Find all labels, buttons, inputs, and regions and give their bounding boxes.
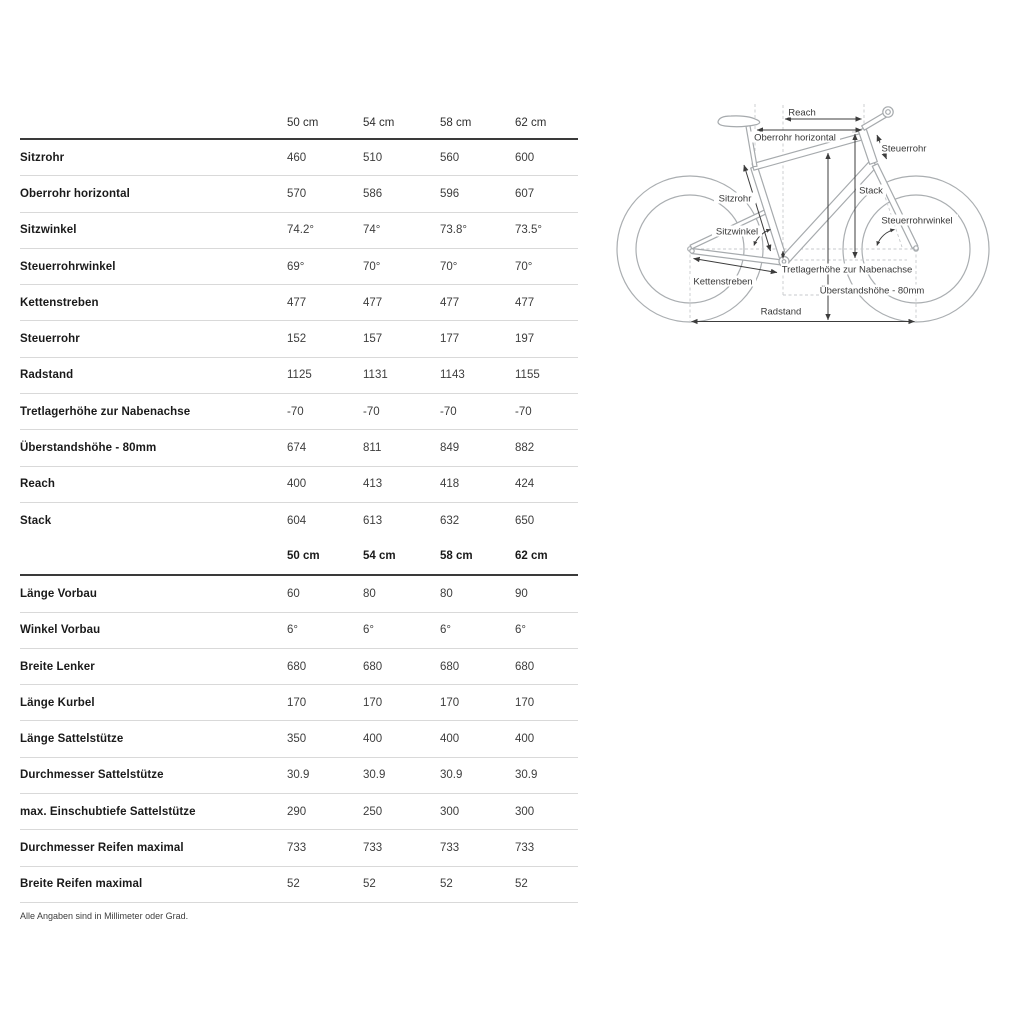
row-value: 70° [363, 260, 381, 273]
row-value: 607 [515, 187, 535, 200]
down-tube [781, 160, 878, 264]
row-value: 300 [440, 805, 460, 818]
row-value: 30.9 [287, 769, 310, 782]
size-column-header: 58 cm [440, 550, 473, 563]
row-value: 250 [363, 805, 383, 818]
diagram-label-oberrohr: Oberrohr horizontal [754, 132, 836, 144]
row-value: 674 [287, 442, 307, 455]
table-row [20, 503, 578, 538]
row-value: 1143 [440, 369, 465, 382]
row-value: 477 [440, 296, 460, 309]
chainstay [692, 249, 783, 266]
size-column-header: 50 cm [287, 116, 319, 129]
row-value: 6° [440, 624, 451, 637]
row-label: Überstandshöhe - 80mm [20, 442, 157, 455]
row-value: 680 [440, 660, 460, 673]
row-value: 30.9 [363, 769, 386, 782]
diagram-label-ueberstandshoehe: Überstandshöhe - 80mm [819, 285, 925, 297]
row-label: Länge Kurbel [20, 696, 95, 709]
row-value: 460 [287, 151, 307, 164]
row-value: 477 [363, 296, 383, 309]
steuerrohrwinkel-arc [877, 230, 895, 246]
table-row [20, 176, 578, 212]
row-value: 197 [515, 333, 535, 346]
row-value: 74° [363, 224, 381, 237]
row-value: 30.9 [515, 769, 538, 782]
row-value: 1155 [515, 369, 540, 382]
row-label: Sitzrohr [20, 151, 65, 164]
row-value: 52 [440, 878, 453, 891]
row-value: -70 [363, 405, 380, 418]
table-row [20, 721, 578, 757]
row-value: 560 [440, 151, 460, 164]
row-label: Sitzwinkel [20, 224, 77, 237]
row-value: 733 [363, 841, 383, 854]
table-row [20, 613, 578, 649]
row-value: -70 [440, 405, 457, 418]
row-label: Länge Vorbau [20, 587, 98, 600]
geometry-tables [20, 107, 578, 921]
table-row [20, 830, 578, 866]
table-row [20, 685, 578, 721]
row-label: Steuerrohr [20, 333, 80, 346]
row-value: 350 [287, 733, 307, 746]
row-label: Winkel Vorbau [20, 624, 101, 637]
table-row [20, 140, 578, 176]
row-value: 52 [287, 878, 300, 891]
table-row [20, 285, 578, 321]
row-value: 413 [363, 478, 383, 491]
row-label: Kettenstreben [20, 296, 99, 309]
table-row [20, 467, 578, 503]
head-tube [858, 128, 877, 165]
units-footnote: Alle Angaben sind in Millimeter oder Grad. [20, 910, 189, 921]
size-column-header: 58 cm [440, 116, 472, 129]
row-value: 52 [515, 878, 528, 891]
row-label: Tretlagerhöhe zur Nabenachse [20, 405, 191, 418]
table-row [20, 394, 578, 430]
row-value: 596 [440, 187, 460, 200]
table-row [20, 576, 578, 612]
row-value: 6° [363, 624, 374, 637]
row-value: -70 [287, 405, 304, 418]
row-value: 882 [515, 442, 535, 455]
front-dropout [914, 246, 918, 250]
size-column-header: 62 cm [515, 550, 548, 563]
size-column-header: 50 cm [287, 550, 320, 563]
row-value: 90 [515, 587, 528, 600]
row-value: 733 [515, 841, 535, 854]
row-label: Breite Reifen maximal [20, 878, 143, 891]
diagram-label-stack: Stack [859, 185, 883, 197]
row-value: 157 [363, 333, 383, 346]
row-value: 733 [287, 841, 307, 854]
rear-dropout [690, 249, 694, 253]
row-value: 1125 [287, 369, 312, 382]
table-row [20, 649, 578, 685]
row-value: 570 [287, 187, 307, 200]
row-label: Länge Sattelstütze [20, 733, 124, 746]
row-value: 170 [363, 696, 383, 709]
row-value: 1131 [363, 369, 388, 382]
row-value: 600 [515, 151, 535, 164]
row-value: 6° [515, 624, 526, 637]
row-value: 477 [515, 296, 535, 309]
bike-geometry-diagram [615, 95, 1010, 335]
size-column-header: 54 cm [363, 116, 395, 129]
row-label: Reach [20, 478, 56, 491]
bottom-bracket-axle [782, 260, 786, 264]
row-value: 424 [515, 478, 535, 491]
row-value: 300 [515, 805, 535, 818]
row-value: 477 [287, 296, 307, 309]
row-value: 811 [363, 442, 382, 455]
row-value: 74.2° [287, 224, 314, 237]
row-value: 80 [363, 587, 376, 600]
row-label: Stack [20, 514, 52, 527]
row-label: Steuerrohrwinkel [20, 260, 116, 273]
row-label: max. Einschubtiefe Sattelstütze [20, 805, 196, 818]
table-row [20, 321, 578, 357]
row-label: Breite Lenker [20, 660, 95, 673]
row-value: 400 [363, 733, 383, 746]
row-label: Durchmesser Reifen maximal [20, 841, 184, 854]
diagram-label-kettenstreben: Kettenstreben [693, 276, 753, 288]
row-value: 632 [440, 514, 460, 527]
diagram-label-steuerrohrwinkel: Steuerrohrwinkel [881, 215, 953, 227]
row-value: -70 [515, 405, 532, 418]
row-value: 6° [287, 624, 298, 637]
table-row [20, 213, 578, 249]
row-value: 418 [440, 478, 460, 491]
row-value: 613 [363, 514, 383, 527]
diagram-label-reach: Reach [788, 107, 816, 119]
row-value: 70° [440, 260, 458, 273]
row-value: 586 [363, 187, 383, 200]
table-row [20, 758, 578, 794]
table-row [20, 867, 578, 903]
row-value: 152 [287, 333, 307, 346]
row-value: 177 [440, 333, 460, 346]
saddle [718, 116, 760, 127]
row-value: 849 [440, 442, 460, 455]
row-value: 73.8° [440, 224, 467, 237]
component-dimensions-table [20, 576, 578, 903]
size-column-header: 54 cm [363, 550, 396, 563]
frame-geometry-table [20, 140, 578, 538]
table-row [20, 794, 578, 830]
row-value: 60 [287, 587, 300, 600]
table-row [20, 430, 578, 466]
diagram-label-sitzwinkel: Sitzwinkel [715, 226, 759, 238]
row-value: 400 [287, 478, 307, 491]
row-value: 733 [440, 841, 460, 854]
row-value: 680 [363, 660, 383, 673]
handlebar [883, 107, 893, 117]
row-label: Durchmesser Sattelstütze [20, 769, 164, 782]
table-row [20, 358, 578, 394]
row-value: 680 [287, 660, 307, 673]
row-value: 290 [287, 805, 307, 818]
row-value: 73.5° [515, 224, 542, 237]
row-value: 650 [515, 514, 535, 527]
row-value: 400 [440, 733, 460, 746]
frame-size-header-row [20, 107, 578, 140]
size-column-header: 62 cm [515, 116, 547, 129]
diagram-label-radstand: Radstand [760, 306, 802, 318]
row-value: 400 [515, 733, 535, 746]
row-value: 170 [515, 696, 535, 709]
row-value: 30.9 [440, 769, 463, 782]
diagram-label-steuerrohr: Steuerrohr [881, 143, 927, 155]
row-value: 604 [287, 514, 307, 527]
row-value: 170 [287, 696, 307, 709]
row-label: Radstand [20, 369, 74, 382]
stem [862, 113, 887, 130]
diagram-label-sitzrohr: Sitzrohr [718, 193, 752, 205]
table-row [20, 249, 578, 285]
row-value: 170 [440, 696, 460, 709]
row-value: 70° [515, 260, 533, 273]
row-value: 80 [440, 587, 453, 600]
row-value: 69° [287, 260, 305, 273]
row-value: 52 [363, 878, 376, 891]
diagram-label-tretlagerhoehe: Tretlagerhöhe zur Nabenachse [781, 264, 913, 276]
row-value: 680 [515, 660, 535, 673]
row-value: 510 [363, 151, 383, 164]
row-label: Oberrohr horizontal [20, 187, 130, 200]
component-size-header-row [20, 538, 578, 576]
